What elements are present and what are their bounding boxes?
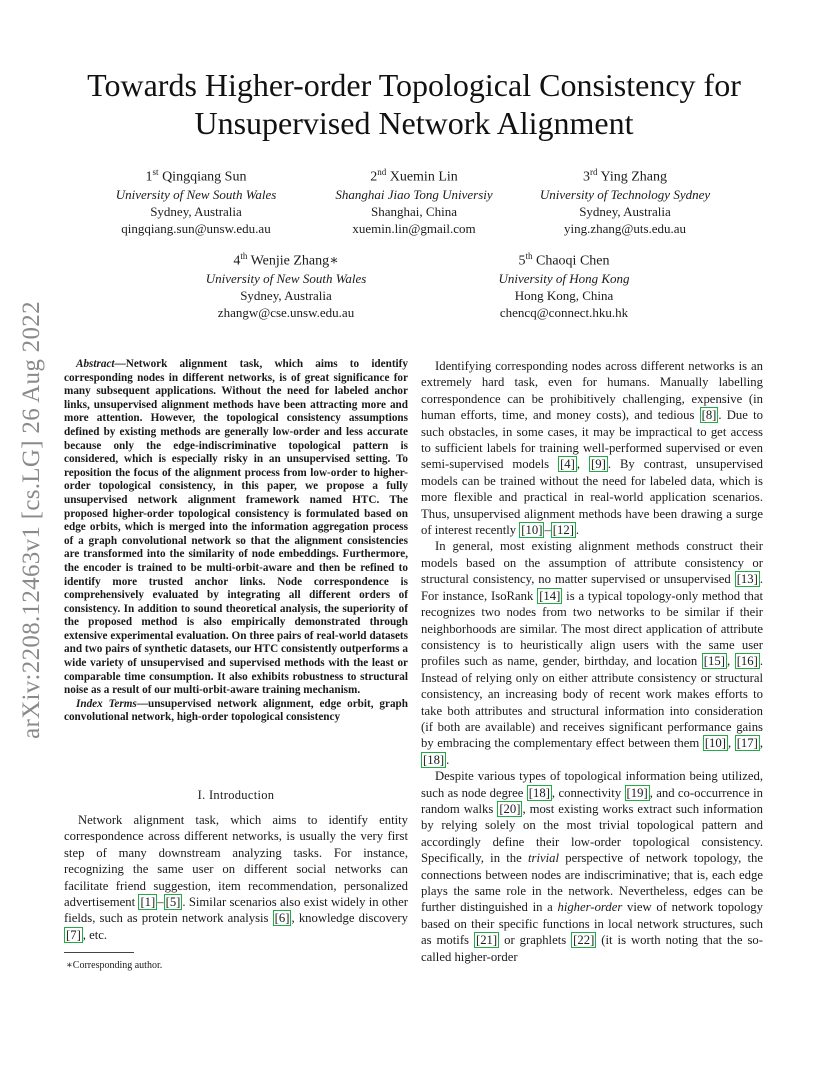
author-block	[76, 164, 316, 237]
abstract-text: —Network alignment task, which aims to identify corresponding nodes in different networks, is of great significance for many subsequent applications. Without the need for labeled anchor links, unsupervised alignment methods have been attracting more and more attention. However, the topological consistency assumptions defined by existing methods are generally low-order and less accurate because only the edge-indiscriminative topological pattern is considered, which is especially risky in an unsupervised setting. To reposition the focus of the alignment process from low-order to higher-order topological consistency, in this paper, we propose a fully unsupervised network alignment framework named HTC. The proposed higher-order topological consistency is formulated based on edge orbits, which is merged into the information aggregation process of a graph convolutional network so that the alignment consistencies are transformed into the similarity of node embeddings. Furthermore, the encoder is trained to be multi-orbit-aware and then be refined to identify more trusted anchor links. Node correspondence is comprehensively evaluated by integrating all different orders of consistency. In addition to sound theoretical analysis, the superiority of the proposed method is also empirically demonstrated through extensive experimental evaluation. On three pairs of real-world datasets and two pairs of synthetic datasets, our HTC consistently outperforms a wide variety of unsupervised and supervised methods with the least or comparable time consumption. It also exhibits robustness to structural noise as a result of our multi-orbit-aware training mechanism.	[64, 358, 408, 697]
index-terms-text: —unsupervised network alignment, edge orbit, graph convolutional network, high-order topological consistency	[64, 697, 408, 724]
author-affiliation: University of New South Wales	[205, 270, 367, 286]
author-email: chencq@connect.hku.hk	[499, 304, 629, 320]
section-heading: I. Introduction	[197, 788, 275, 802]
author-name: 5th Chaoqi Chen	[518, 251, 610, 269]
footnote-rule	[64, 952, 134, 953]
author-block	[166, 248, 406, 321]
author-email: zhangw@cse.unsw.edu.au	[217, 304, 355, 320]
author-block	[294, 164, 534, 237]
author-name: 3rd Ying Zhang	[583, 167, 667, 185]
body-paragraph: In general, most existing alignment methods construct their models based on the assumption of attribute consistency or structural consistency, no matter supervised or unsupervised [13] . For instance, IsoRank [14] is a typical topology-only method that recognizes two nodes from two networks to be similar if their neighborhoods are similar. The most direct application of attribute consistency is to heuristically align users with the same user profiles such as name, gender, birthday, and location [15] , [16] . Instead of relying only on either attribute consistency or structural consistency, an increasing body of recent work makes efforts to take both attributes and structural information into consideration (if both are available) and receives significant performance gains by embracing the complementary effect between them [10] , [17] , [18] .	[421, 539, 764, 767]
author-name: 4th Wenjie Zhang∗	[233, 251, 339, 269]
author-email: qingqiang.sun@unsw.edu.au	[121, 220, 271, 236]
author-affiliation: Shanghai Jiao Tong Universiy	[335, 186, 493, 202]
author-affiliation: University of Hong Kong	[498, 270, 630, 286]
body-paragraph: Identifying corresponding nodes across different networks is an extremely hard task, even for humans. Manually labelling correspondence can be prohibitively challenging, expensive (in human efforts, time, and money costs), and tedious [8] . Due to such obstacles, in some cases, it may be impractical to get access to sufficient labels for training well-performed supervised or even semi-supervised models [4] , [9] . By contrast, unsupervised models can be trained without the need for labeled data, which is more flexible and practical in real-world application scenarios. Thus, unsupervised alignment methods have been drawing a surge of interest recently [10] – [12] .	[421, 359, 764, 538]
author-email: xuemin.lin@gmail.com	[352, 220, 476, 236]
abstract-label: Abstract	[76, 358, 115, 370]
body-paragraph: Network alignment task, which aims to identify entity correspondence across different networks, is usually the very first step of many downstream analyzing tasks. For instance, recognizing the same user on different social networks can facilitate friend suggestion, item recommendation, personalized advertisement [1] – [5] . Similar scenarios also exist widely in other fields, such as protein network analysis [6] , knowledge discovery [7] , etc.	[64, 813, 408, 942]
intro-left-column	[64, 812, 408, 943]
index-terms-paragraph	[64, 698, 408, 725]
author-block	[505, 164, 745, 237]
author-block	[444, 248, 684, 321]
author-location: Hong Kong, China	[514, 287, 614, 303]
arxiv-stamp: arXiv:2208.12463v1 [cs.LG] 26 Aug 2022	[18, 301, 45, 739]
author-location: Sydney, Australia	[240, 287, 332, 303]
author-location: Shanghai, China	[371, 203, 457, 219]
intro-right-column	[421, 358, 763, 965]
author-affiliation: University of Technology Sydney	[539, 186, 711, 202]
index-terms-label: Index Terms	[76, 697, 137, 710]
author-name: 2nd Xuemin Lin	[370, 167, 458, 185]
paper-title: Towards Higher-order Topological Consistency for Unsupervised Network Alignment	[87, 67, 741, 141]
abstract	[64, 358, 408, 725]
abstract-paragraph	[64, 358, 408, 698]
author-location: Sydney, Australia	[150, 203, 242, 219]
body-paragraph: Despite various types of topological information being utilized, such as node degree [18] , connectivity [19] , and co-occurrence in random walks [20] , most existing works extract such information by relying solely on the most trivial topological pattern and accordingly define their low-order topological consistency. Specifically, in the trivial perspective of network topology, the connections between nodes are indiscriminative; that is, each edge plays the same role in the network. Nevertheless, edges can be further distinguished in a higher-order view of network topology based on their specific functions in local network structures, such as motifs [21] or graphlets [22] (it is worth noting that the so-called higher-order	[421, 769, 763, 964]
footnote: ∗Corresponding author.	[66, 960, 163, 971]
author-affiliation: University of New South Wales	[115, 186, 277, 202]
author-name: 1st Qingqiang Sun	[145, 167, 247, 185]
author-location: Sydney, Australia	[579, 203, 671, 219]
author-email: ying.zhang@uts.edu.au	[563, 220, 687, 236]
